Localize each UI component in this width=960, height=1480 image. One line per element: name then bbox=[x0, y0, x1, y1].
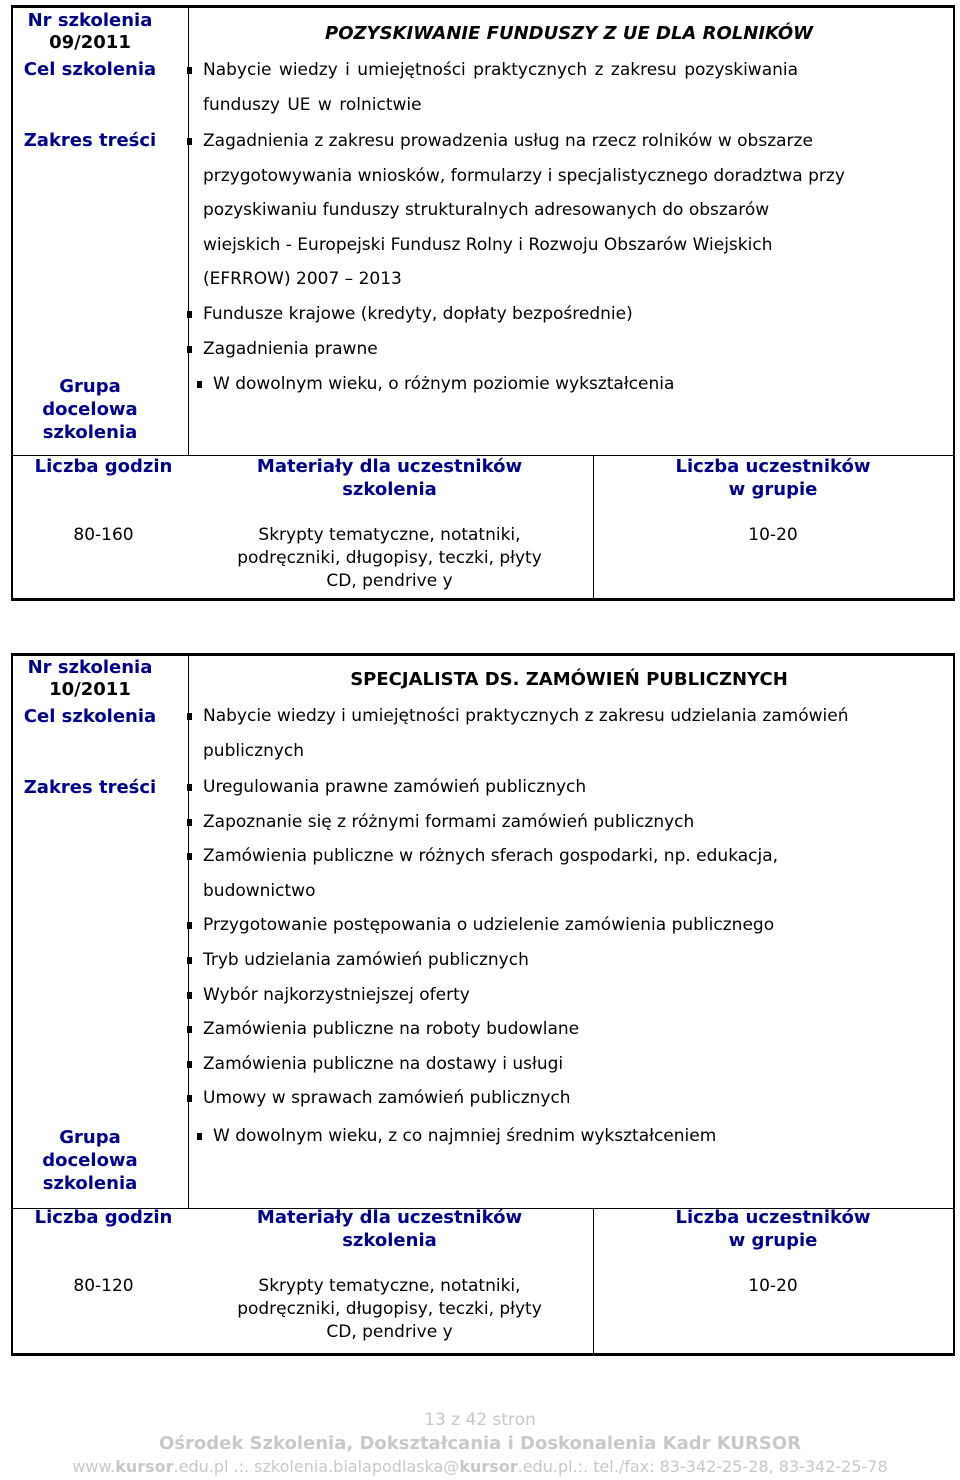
list-item: Fundusze krajowe (kredyty, dopłaty bezpośrednie) bbox=[178, 297, 954, 332]
list-item: W dowolnym wieku, o różnym poziomie wykształcenia bbox=[188, 367, 954, 402]
cel-szkolenia-content bbox=[178, 53, 954, 122]
grupa-docelowa-content bbox=[188, 1119, 954, 1154]
footer-contact: www.kursor.edu.pl .:. szkolenia.bialapodlaska@kursor.edu.pl.:. tel./fax: 83-342-25-28, 83-342-25-78 bbox=[72, 1457, 888, 1476]
list-item-continuation: pozyskiwaniu funduszy strukturalnych adresowanych do obszarów bbox=[203, 200, 770, 221]
nr-szkolenia-value: 10/2011 bbox=[49, 679, 131, 700]
materialy-header: Materiały dla uczestników szkolenia bbox=[256, 1207, 523, 1251]
materialy-value: Skrypty tematyczne, notatniki, podręczniki, długopisy, teczki, płyty CD, pendrive y bbox=[237, 525, 542, 591]
bullet-icon bbox=[187, 819, 192, 826]
list-item: W dowolnym wieku, z co najmniej średnim wykształceniem bbox=[188, 1119, 954, 1154]
bullet-icon bbox=[187, 138, 192, 145]
list-item-continuation: publicznych bbox=[203, 740, 305, 761]
grupa-docelowa-label: Grupa docelowa szkolenia bbox=[42, 376, 138, 443]
list-item: Przygotowanie postępowania o udzielenie zamówienia publicznego bbox=[178, 908, 954, 943]
list-item-continuation: budownictwo bbox=[203, 880, 316, 901]
bullet-icon bbox=[187, 311, 192, 318]
zakres-tresci-list bbox=[178, 124, 954, 366]
bullet-icon bbox=[187, 957, 192, 964]
bullet-icon bbox=[187, 784, 192, 791]
cel-szkolenia-label: Cel szkolenia bbox=[23, 706, 157, 727]
bullet-icon bbox=[187, 853, 192, 860]
bullet-icon bbox=[187, 992, 192, 999]
bullet-icon bbox=[197, 381, 202, 388]
bullet-icon bbox=[187, 1026, 192, 1033]
bullet-icon bbox=[187, 67, 192, 74]
liczba-godzin-header: Liczba godzin bbox=[34, 456, 173, 477]
list-item-continuation: (EFRROW) 2007 – 2013 bbox=[203, 269, 402, 290]
nr-szkolenia-label: Nr szkolenia 10/2011 bbox=[27, 657, 153, 700]
list-item-continuation: funduszy UE w rolnictwie bbox=[203, 94, 422, 115]
bullet-icon bbox=[187, 713, 192, 720]
bullet-icon bbox=[197, 1133, 202, 1140]
training-title: SPECJALISTA DS. ZAMÓWIEŃ PUBLICZNYCH bbox=[350, 669, 788, 690]
liczba-godzin-value: 80-160 bbox=[73, 525, 134, 545]
materialy-value: Skrypty tematyczne, notatniki, podręczniki, długopisy, teczki, płyty CD, pendrive y bbox=[237, 1276, 542, 1342]
nr-szkolenia-label: Nr szkolenia 09/2011 bbox=[27, 10, 153, 53]
zakres-tresci-label: Zakres treści bbox=[23, 777, 157, 798]
list-item: Tryb udzielania zamówień publicznych bbox=[178, 943, 954, 978]
list-item: Zagadnienia z zakresu prowadzenia usług na rzecz rolników w obszarze bbox=[178, 124, 954, 159]
cel-szkolenia-content bbox=[178, 699, 954, 768]
list-item-continuation: wiejskich - Europejski Fundusz Rolny i Rozwoju Obszarów Wiejskich bbox=[203, 234, 773, 255]
bullet-icon bbox=[187, 1095, 192, 1102]
bullet-icon bbox=[187, 1061, 192, 1068]
list-item: Uregulowania prawne zamówień publicznych bbox=[178, 770, 954, 805]
list-item: Umowy w sprawach zamówień publicznych bbox=[178, 1081, 954, 1116]
materialy-header: Materiały dla uczestników szkolenia bbox=[256, 456, 523, 500]
list-item: Nabycie wiedzy i umiejętności praktycznych z zakresu pozyskiwania bbox=[178, 53, 954, 88]
liczba-godzin-value: 80-120 bbox=[73, 1276, 134, 1296]
liczba-uczestnikow-header: Liczba uczestników w grupie bbox=[675, 456, 871, 500]
liczba-uczestnikow-header: Liczba uczestników w grupie bbox=[675, 1207, 871, 1251]
list-item: Nabycie wiedzy i umiejętności praktycznych z zakresu udzielania zamówień bbox=[178, 699, 954, 734]
list-item: Wybór najkorzystniejszej oferty bbox=[178, 978, 954, 1013]
organization-name: Ośrodek Szkolenia, Dokształcania i Doskonalenia Kadr KURSOR bbox=[158, 1433, 801, 1454]
list-item: Zagadnienia prawne bbox=[178, 332, 954, 367]
list-item: Zapoznanie się z różnymi formami zamówień publicznych bbox=[178, 805, 954, 840]
list-item: Zamówienia publiczne w różnych sferach gospodarki, np. edukacja, bbox=[178, 839, 954, 874]
bullet-icon bbox=[187, 346, 192, 353]
liczba-godzin-header: Liczba godzin bbox=[34, 1207, 173, 1228]
cel-szkolenia-label: Cel szkolenia bbox=[23, 59, 157, 80]
grupa-docelowa-content bbox=[188, 367, 954, 402]
list-item: Zamówienia publiczne na roboty budowlane bbox=[178, 1012, 954, 1047]
liczba-uczestnikow-value: 10-20 bbox=[748, 525, 798, 545]
list-item: Zamówienia publiczne na dostawy i usługi bbox=[178, 1047, 954, 1082]
grupa-docelowa-label: Grupa docelowa szkolenia bbox=[42, 1127, 138, 1194]
liczba-uczestnikow-value: 10-20 bbox=[748, 1276, 798, 1296]
zakres-tresci-list bbox=[178, 770, 954, 1116]
bullet-icon bbox=[187, 922, 192, 929]
page-number: 13 z 42 stron bbox=[424, 1410, 536, 1430]
nr-szkolenia-value: 09/2011 bbox=[49, 32, 131, 53]
training-title: POZYSKIWANIE FUNDUSZY Z UE DLA ROLNIKÓW bbox=[325, 23, 813, 44]
zakres-tresci-label: Zakres treści bbox=[23, 130, 157, 151]
list-item-continuation: przygotowywania wniosków, formularzy i specjalistycznego doradztwa przy bbox=[203, 165, 845, 186]
